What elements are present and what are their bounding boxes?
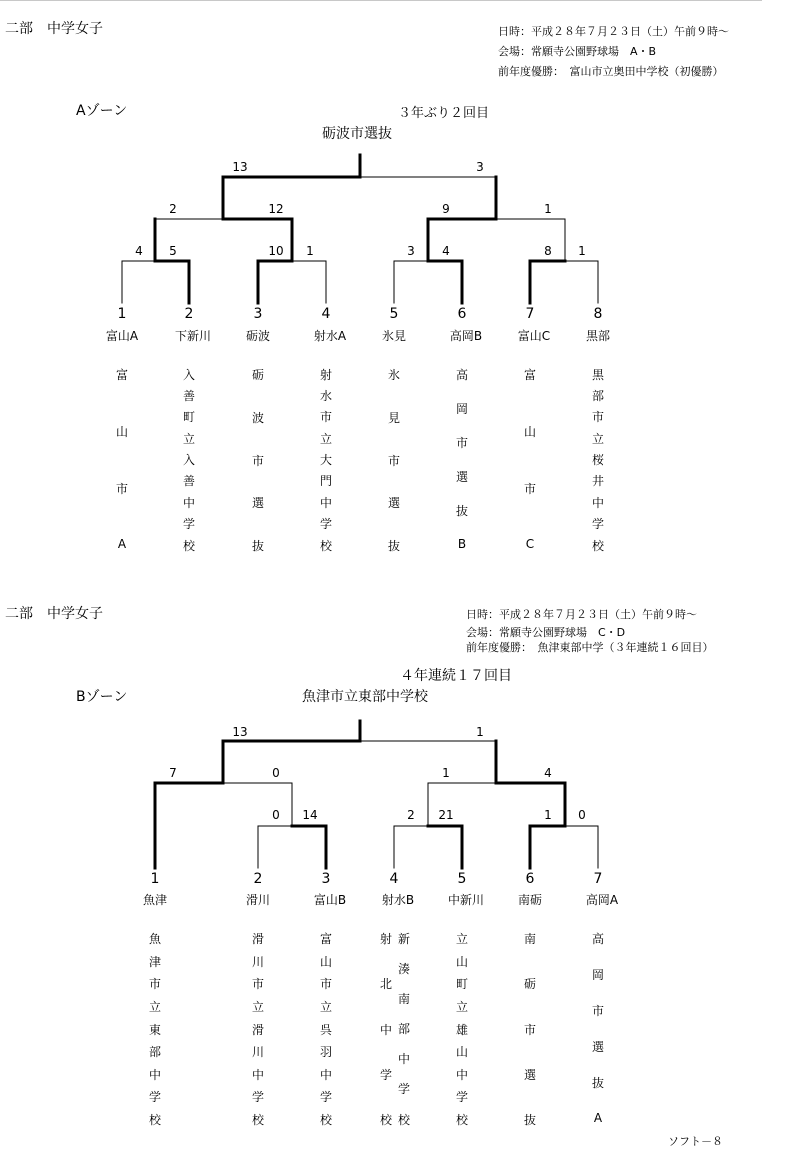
prev-winner-info-a: 前年度優勝： 富山市立奥田中学校（初優勝）	[498, 65, 724, 78]
champion-a: 砺波市選抜	[322, 126, 392, 142]
score-a-semi2-right: 1	[544, 202, 552, 216]
score-b-final-right: 1	[476, 725, 484, 739]
team-a4-short: 射水A	[313, 329, 347, 343]
score-a-r1-6: 4	[442, 244, 450, 258]
score-b-r1-4: 2	[407, 808, 415, 822]
score-a-semi1-left: 2	[169, 202, 177, 216]
team-b3-short: 富山B	[313, 893, 347, 907]
team-a5-number: 5	[389, 306, 399, 322]
score-a-r1-2: 5	[169, 244, 177, 258]
division-title-a: 二部 中学女子	[5, 21, 103, 37]
team-b4-short: 射水B	[381, 893, 415, 907]
team-a4-number: 4	[321, 306, 331, 322]
score-b-r1-7: 0	[578, 808, 586, 822]
zone-label-a: Aゾーン	[76, 103, 128, 119]
champion-note-b: ４年連続１７回目	[400, 668, 512, 684]
score-a-semi2-left: 9	[442, 202, 450, 216]
team-b1-number: 1	[150, 871, 160, 887]
champion-b: 魚津市立東部中学校	[302, 689, 428, 705]
team-a7-number: 7	[525, 306, 535, 322]
team-b1-short: 魚津	[142, 893, 168, 907]
team-a2-short: 下新川	[174, 329, 212, 343]
team-a2-number: 2	[184, 306, 194, 322]
page-footer: ソフト－８	[668, 1135, 723, 1148]
team-a1-short: 富山A	[105, 329, 139, 343]
team-a1-number: 1	[117, 306, 127, 322]
venue-info-b: 会場：常願寺公園野球場 C・D	[466, 626, 626, 639]
zone-label-b: Bゾーン	[76, 689, 128, 705]
score-b-r1-6: 1	[544, 808, 552, 822]
team-b2-short: 滑川	[245, 893, 271, 907]
score-a-r1-1: 4	[135, 244, 143, 258]
date-info-a: 日時：平成２８年７月２３日（土）午前９時～	[498, 25, 729, 38]
venue-info-a: 会場：常願寺公園野球場 A・B	[498, 45, 657, 58]
team-a6-number: 6	[457, 306, 467, 322]
score-a-final-right: 3	[476, 160, 484, 174]
team-a8-number: 8	[593, 306, 603, 322]
score-a-r1-3: 10	[268, 244, 284, 258]
team-b5-number: 5	[457, 871, 467, 887]
score-a-r1-8: 1	[578, 244, 586, 258]
team-b7-short: 高岡A	[585, 893, 619, 907]
score-a-r1-5: 3	[407, 244, 415, 258]
division-title-b: 二部 中学女子	[5, 606, 103, 622]
team-b4-number: 4	[389, 871, 399, 887]
team-a7-short: 富山C	[517, 329, 551, 343]
team-b2-number: 2	[253, 871, 263, 887]
score-b-semi2-right: 4	[544, 766, 552, 780]
team-a3-number: 3	[253, 306, 263, 322]
champion-note-a: ３年ぶり２回目	[398, 106, 490, 121]
score-a-r1-4: 1	[306, 244, 314, 258]
team-a5-short: 氷見	[381, 329, 407, 343]
score-a-semi1-right: 12	[268, 202, 284, 216]
score-b-semi2-left: 1	[442, 766, 450, 780]
score-a-r1-7: 8	[544, 244, 552, 258]
team-a6-short: 高岡B	[449, 329, 483, 343]
team-b7-number: 7	[593, 871, 603, 887]
score-b-final-left: 13	[232, 725, 248, 739]
score-b-r1-2: 0	[272, 808, 280, 822]
date-info-b: 日時：平成２８年７月２３日（土）午前９時～	[466, 608, 697, 621]
team-a8-short: 黒部	[585, 329, 611, 343]
score-a-final-left: 13	[232, 160, 248, 174]
score-b-r1-3: 14	[302, 808, 318, 822]
score-b-semi1-right: 0	[272, 766, 280, 780]
prev-winner-info-b: 前年度優勝： 魚津東部中学（３年連続１６回目）	[466, 641, 714, 654]
team-a3-short: 砺波	[245, 329, 271, 343]
team-b6-number: 6	[525, 871, 535, 887]
team-b3-number: 3	[321, 871, 331, 887]
score-b-r1-5: 21	[438, 808, 454, 822]
score-b-semi1-left: 7	[169, 766, 177, 780]
team-b6-short: 南砺	[517, 893, 543, 907]
team-b5-short: 中新川	[447, 893, 485, 907]
